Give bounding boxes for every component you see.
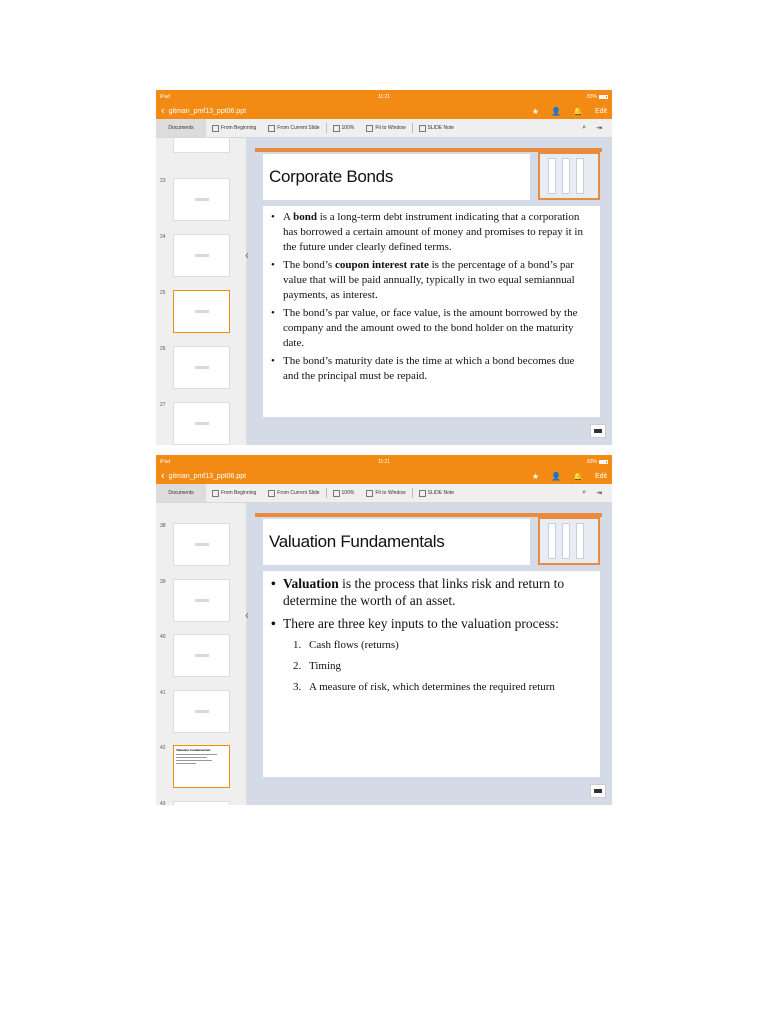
slide-body [263,571,600,777]
bullet-item [271,354,592,384]
thumbnail-number: 43 [160,801,166,805]
item-number: 2. [293,660,302,672]
slide-thumbnail[interactable] [173,801,230,805]
item-number: 1. [293,639,302,651]
status-bar [156,455,612,468]
carrier-label: iPad [160,93,171,100]
thumbnail-preview [195,310,209,313]
slide-thumbnails-panel[interactable] [156,503,247,805]
numbered-item [293,659,592,673]
slide-thumbnail-selected[interactable] [173,290,230,333]
thumbnail-line [176,757,207,758]
collapse-sidebar-chevron-icon[interactable]: ‹ [245,248,249,262]
office-photo-image [538,152,600,200]
battery-icon [599,95,608,99]
slide-title: Valuation Fundamentals [269,532,445,551]
fit-to-window-button[interactable] [360,125,411,132]
keyboard-icon[interactable] [590,784,606,798]
slide-thumbnail[interactable] [173,178,230,221]
clock: 11:21 [377,93,391,100]
thumbnail-number: 39 [160,579,166,585]
photo-detail [548,158,556,194]
content-area [156,138,612,445]
toolbar [156,484,612,503]
zoom-label: 100% [341,125,355,131]
exit-icon[interactable]: ⇥ [596,490,602,497]
slide-thumbnail[interactable] [173,634,230,677]
slide-thumbnails-panel[interactable] [156,138,247,445]
thumbnail-number: 24 [160,234,166,240]
binoculars-search-icon[interactable]: ⌕ [582,489,587,496]
slide-thumbnail-selected[interactable] [173,745,230,788]
from-current-label: From Current Slide [277,125,320,131]
thumbnail-number: 25 [160,290,166,296]
slide-thumbnail[interactable] [173,523,230,566]
thumbnail-preview [195,254,209,257]
bold-term: bond [293,211,317,223]
slide-note-button[interactable] [413,125,460,132]
bullet-text [283,210,592,255]
thumbnail-number: 26 [160,346,166,352]
text-run: The bond’s [283,259,335,271]
slide-note-label: SLIDE Note [427,490,455,496]
slide-thumbnail[interactable] [173,138,230,153]
bullet-dot: • [271,307,275,319]
star-icon[interactable]: ★ [531,106,539,116]
zoom-icon [333,490,340,497]
numbered-item [293,638,592,652]
keyboard-icon[interactable] [590,424,606,438]
photo-detail [576,158,584,194]
note-icon [419,125,426,132]
zoom-icon [333,125,340,132]
keyboard-glyph [594,429,602,433]
slide-view[interactable] [247,503,612,805]
item-number: 3. [293,681,302,693]
from-beginning-button[interactable] [206,125,262,132]
app-screen-1 [156,90,612,445]
bullet-text [283,258,592,303]
bell-icon[interactable]: 🔔 [572,471,583,481]
content-area [156,503,612,805]
numbered-item [293,680,592,694]
share-user-icon[interactable]: 👤 [551,106,561,116]
thumbnail-number: 23 [160,178,166,184]
binoculars-search-icon[interactable]: ⌕ [582,124,587,131]
bullet-text: The bond’s maturity date is the time at which a bond becomes due and the principal must be repaid. [283,355,575,382]
bold-term: coupon interest rate [334,259,429,271]
thumbnail-line [176,754,217,755]
thumbnail-preview [195,710,209,713]
thumbnail-preview [195,366,209,369]
slide-view[interactable] [247,138,612,445]
toolbar [156,119,612,138]
from-current-slide-button[interactable] [262,125,325,132]
bullet-item [271,575,592,609]
bullet-item [271,210,592,255]
photo-detail [562,523,570,559]
item-text: Cash flows (returns) [309,639,399,651]
slide-thumbnail[interactable] [173,690,230,733]
slide-thumbnail[interactable] [173,402,230,445]
thumbnail-preview [195,543,209,546]
bullet-dot: • [271,616,276,631]
text-run: is the percentage of a bond’s par value that will be paid annually, typically in two equal semiannual payments, as interest. [283,259,575,301]
fit-icon [366,490,373,497]
slide-note-label: SLIDE Note [427,125,455,131]
item-text: Timing [309,660,342,672]
bullet-dot: • [271,259,275,271]
bullet-text [283,575,592,609]
collapse-sidebar-chevron-icon[interactable]: ‹ [245,608,249,622]
share-user-icon[interactable]: 👤 [551,471,561,481]
title-bar [156,103,612,119]
documents-tab[interactable]: Documents [156,484,206,502]
thumbnail-line [176,760,212,761]
battery-percent: 83% [586,93,597,100]
file-title: gitman_pmf13_ppt06.ppt [168,107,247,115]
fit-label: Fit to Window [375,125,406,131]
clock: 11:21 [377,458,391,465]
thumbnail-preview [195,599,209,602]
bullet-dot: • [271,211,275,223]
bullet-dot: • [271,576,276,591]
slideshow-icon [212,125,219,132]
documents-tab[interactable]: Documents [156,119,206,137]
slideshow-current-icon [268,125,275,132]
edit-button[interactable]: Edit [594,107,607,115]
title-bar [156,468,612,484]
bold-term: Valuation [283,576,339,591]
slide-canvas [255,513,602,785]
edit-button[interactable]: Edit [594,472,607,480]
slide-thumbnail[interactable] [173,579,230,622]
fit-label: Fit to Window [375,490,406,496]
from-current-slide-button[interactable] [262,490,325,497]
back-chevron-icon[interactable]: ‹ [161,469,165,482]
bullet-dot: • [271,355,275,367]
thumbnail-line [176,763,196,764]
slideshow-current-icon [268,490,275,497]
thumbnail-preview [195,422,209,425]
battery-percent: 83% [586,458,597,465]
text-run: is a long-term debt instrument indicating that a corporation has borrowed a certain amount of money and promises to repay it in the future under clearly defined terms. [283,211,583,253]
bullet-item [271,615,592,632]
bullet-text: The bond’s par value, or face value, is the amount borrowed by the company and the amount owed to the bond holder on the maturity date. [283,307,578,349]
zoom-label: 100% [341,490,355,496]
text-run: A [283,211,294,223]
bullet-item [271,258,592,303]
slide-canvas [255,148,602,425]
thumbnail-number: 41 [160,690,166,696]
zoom-100-button[interactable] [327,125,361,132]
thumbnail-preview [195,198,209,201]
office-photo-image [538,517,600,565]
bell-icon[interactable]: 🔔 [572,106,583,116]
battery-icon [599,460,608,464]
from-current-label: From Current Slide [277,490,320,496]
thumbnail-number: 38 [160,523,166,529]
thumbnail-preview [195,654,209,657]
thumbnail-number: 27 [160,402,166,408]
slideshow-icon [212,490,219,497]
bullet-item [271,306,592,351]
fit-to-window-button[interactable] [360,490,411,497]
bullet-text: There are three key inputs to the valuation process: [283,616,559,631]
from-beginning-label: From Beginning [221,125,257,131]
thumbnail-number: 42 [160,745,166,751]
star-icon[interactable]: ★ [531,471,539,481]
slide-note-button[interactable] [413,490,460,497]
slide-thumbnail[interactable] [173,234,230,277]
thumbnail-number: 40 [160,634,166,640]
keyboard-glyph [594,789,602,793]
app-screen-2 [156,455,612,805]
exit-icon[interactable]: ⇥ [596,125,602,132]
slide-title-box [263,519,530,565]
from-beginning-button[interactable] [206,490,262,497]
fit-icon [366,125,373,132]
file-title: gitman_pmf13_ppt06.ppt [168,472,247,480]
from-beginning-label: From Beginning [221,490,257,496]
slide-body [263,206,600,417]
back-chevron-icon[interactable]: ‹ [161,104,165,117]
photo-detail [576,523,584,559]
text-run: is the process that links risk and return to determine the worth of an asset. [283,576,565,608]
status-bar [156,90,612,103]
carrier-label: iPad [160,458,171,465]
photo-detail [548,523,556,559]
note-icon [419,490,426,497]
thumbnail-title: Valuation Fundamentals [176,748,211,752]
zoom-100-button[interactable] [327,490,361,497]
slide-thumbnail[interactable] [173,346,230,389]
slide-title: Corporate Bonds [269,167,394,186]
item-text: A measure of risk, which determines the required return [309,681,555,693]
photo-detail [562,158,570,194]
slide-title-box [263,154,530,200]
